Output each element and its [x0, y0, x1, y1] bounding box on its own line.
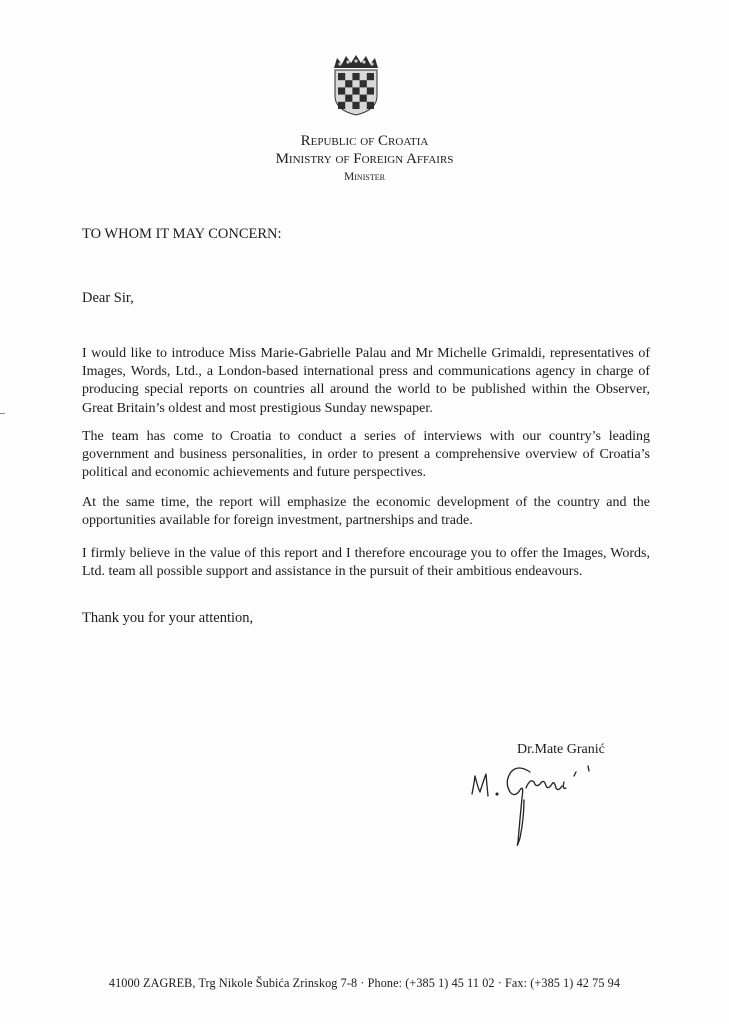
shield-check-square — [352, 102, 359, 109]
letterhead-country: Republic of Croatia — [300, 133, 429, 149]
shield-check-square — [352, 87, 359, 94]
paragraph-team: The team has come to Croatia to conduct a series of interviews with our country’s leading government and business personalities, in order to present a comprehensive overview of Croatia’s political and economic achievements and future perspectives. — [82, 429, 650, 481]
shield-check-square — [338, 87, 345, 94]
paragraph-support: I firmly believe in the value of this report and I therefore encourage you to offer the Images, Words, Ltd. team all possible support and assistance in the pursuit of their ambitious endeavours. — [82, 546, 650, 580]
paragraph-introduction: I would like to introduce Miss Marie-Gabrielle Palau and Mr Michelle Grimaldi, representatives of Images, Words, Ltd., a London-based international press and communications agency in charge of producing special reports on countries all around the world to be published within the Observer, Great Britain’s oldest and most prestigious Sunday newspaper. — [82, 346, 650, 416]
signer-name: Dr.Mate Granić — [517, 742, 605, 757]
shield-check-square — [360, 80, 367, 87]
shield-check-square — [345, 80, 352, 87]
shield-check-square — [338, 73, 345, 80]
shield-check-square — [345, 95, 352, 102]
letterhead — [0, 132, 729, 186]
letterhead-office: Minister — [344, 171, 385, 183]
greeting: Dear Sir, — [82, 290, 134, 306]
shield-check-square — [352, 73, 359, 80]
shield-check-square — [338, 102, 345, 109]
closing-line: Thank you for your attention, — [82, 610, 254, 626]
handwritten-signature — [466, 758, 606, 854]
to-whom-line: TO WHOM IT MAY CONCERN: — [82, 226, 282, 242]
shield-check-square — [367, 73, 374, 80]
letterhead-ministry: Ministry of Foreign Affairs — [275, 151, 454, 167]
shield-check-square — [360, 95, 367, 102]
shield-check-square — [367, 102, 374, 109]
footer-address: 41000 ZAGREB, Trg Nikole Šubića Zrinskog 7-8 · Phone: (+385 1) 45 11 02 · Fax: (+385 1) 42 75 94 — [108, 976, 621, 990]
shield-check-square — [367, 87, 374, 94]
coat-of-arms-icon — [330, 54, 382, 116]
page-edge-mark — [0, 413, 5, 414]
paragraph-report: At the same time, the report will emphasize the economic development of the country and the opportunities available for foreign investment, partnerships and trade. — [82, 495, 650, 529]
